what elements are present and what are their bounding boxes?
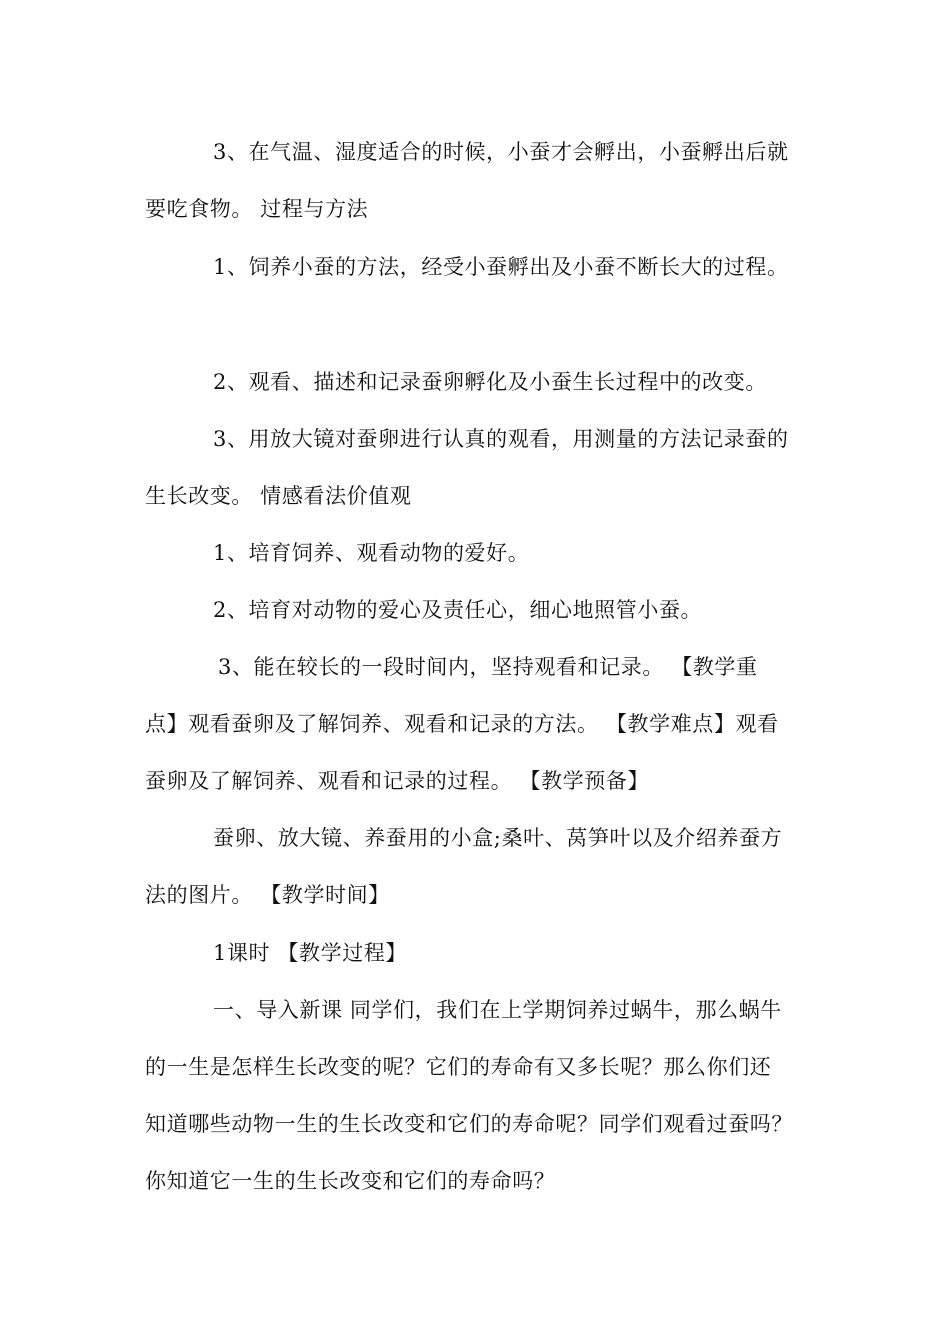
paragraph-line: 知道哪些动物一生的生长改变和它们的寿命呢？同学们观看过蚕吗？ (145, 1112, 793, 1136)
paragraph-line: 3、用放大镜对蚕卵进行认真的观看，用测量的方法记录蚕的 (213, 427, 789, 451)
paragraph-line: 1、培育饲养、观看动物的爱好。 (213, 541, 530, 565)
paragraph-line: 法的图片。 【教学时间】 (145, 883, 390, 907)
paragraph-line: 的一生是怎样生长改变的呢？它们的寿命有又多长呢？那么你们还 (145, 1055, 772, 1079)
paragraph-line: 2、观看、描述和记录蚕卵孵化及小蚕生长过程中的改变。 (213, 370, 767, 394)
paragraph-line: 蚕卵、放大镜、养蚕用的小盒;桑叶、莴笋叶以及介绍养蚕方 (213, 826, 783, 850)
paragraph-line: 一、导入新课 同学们，我们在上学期饲养过蜗牛，那么蜗牛 (213, 998, 782, 1022)
paragraph-line: 点】观看蚕卵及了解饲养、观看和记录的方法。 【教学难点】观看 (145, 712, 779, 736)
paragraph-line: 要吃食物。 过程与方法 (145, 197, 369, 221)
paragraph-line: 你知道它一生的生长改变和它们的寿命吗？ (145, 1169, 556, 1193)
paragraph-line: 2、培育对动物的爱心及责任心，细心地照管小蚕。 (213, 598, 703, 622)
paragraph-line: 3、在气温、湿度适合的时候，小蚕才会孵出，小蚕孵出后就 (213, 140, 789, 164)
paragraph-line: 1、饲养小蚕的方法，经受小蚕孵出及小蚕不断长大的过程。 (213, 255, 789, 279)
paragraph-line: 1课时 【教学过程】 (213, 941, 408, 965)
paragraph-line: 蚕卵及了解饲养、观看和记录的过程。 【教学预备】 (145, 769, 650, 793)
paragraph-line: 生长改变。 情感看法价值观 (145, 484, 412, 508)
paragraph-line: 3、能在较长的一段时间内，坚持观看和记录。 【教学重 (218, 655, 758, 679)
